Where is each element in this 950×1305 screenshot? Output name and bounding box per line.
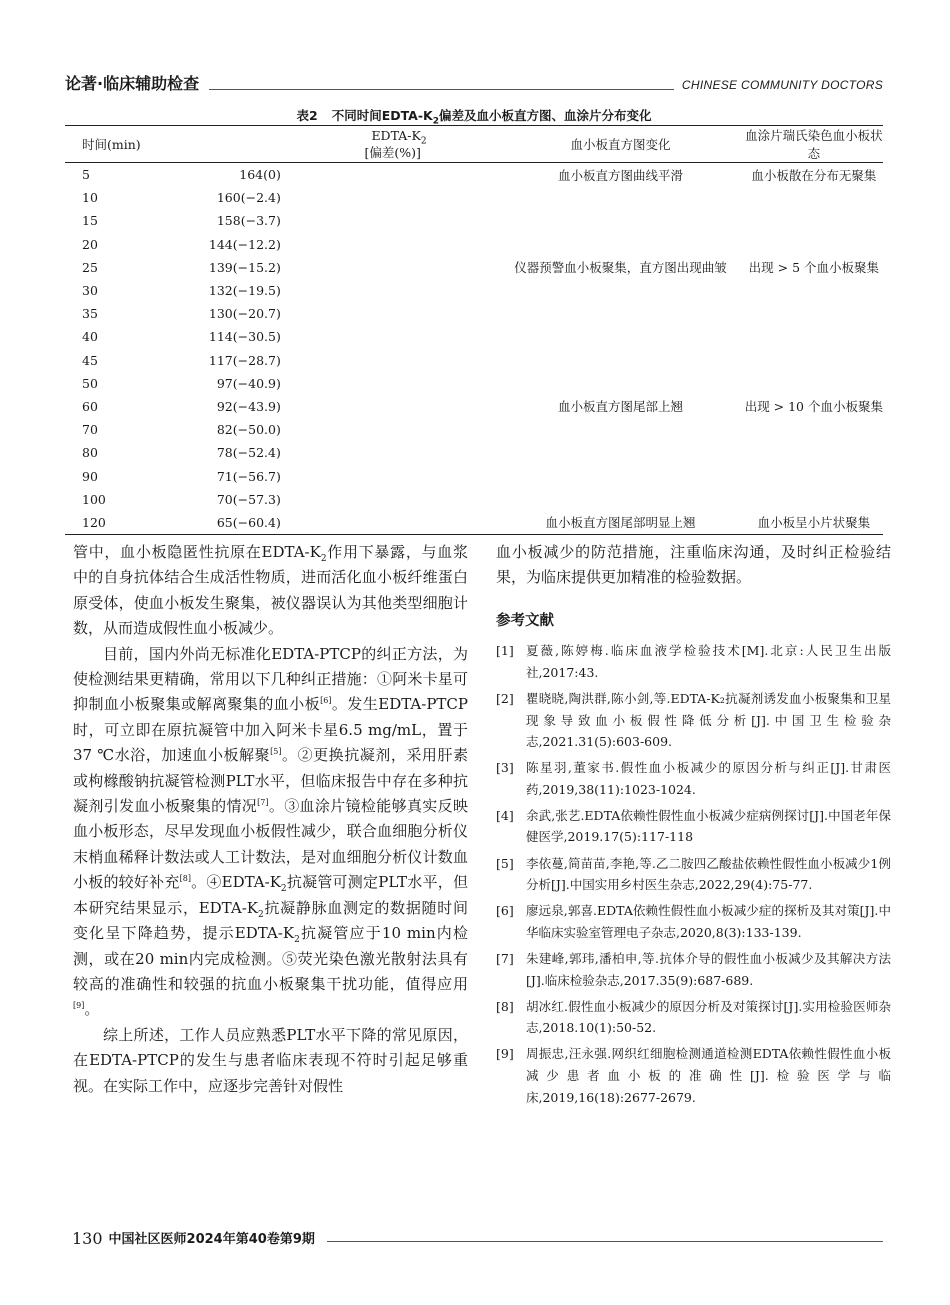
table-row: 25 139(−15.2) 仪器预警血小板聚集，直方图出现曲皱 出现 > 5 个血小板聚集: [65, 256, 883, 279]
section-title: 论著·临床辅助检查: [65, 74, 200, 93]
reference-item: [2] 瞿晓晓,陶洪群,陈小剑,等.EDTA-K₂抗凝剂诱发血小板聚集和卫星现象导致血小板假性降低分析[J].中国卫生检验杂志,2021.31(5):603-609.: [496, 690, 891, 750]
note-smear-120: 血小板呈小片状聚集: [745, 511, 883, 535]
note-smear-60: 出现 > 10 个血小板聚集: [744, 399, 883, 415]
page-footer: [72, 1226, 883, 1248]
table-row: 70 82(−50.0): [82, 422, 281, 438]
paragraph-2: 目前，国内外尚无标准化EDTA-PTCP的纠正方法，为使检测结果更精确，常用以下几种纠正措施：①阿米卡星可抑制血小板聚集或解离聚集的血小板[6]。发生EDTA-PTCP时，可立即在原抗凝管中加入阿米卡星6.5 mg/mL，置于37 ℃水浴，加速血小板解聚[5]。②更换抗凝剂，采用肝素或枸橼酸钠抗凝管检测PLT水平，但临床报告中存在多种抗凝剂引发血小板聚集的情况[7]。③血涂片镜检能够真实反映血小板形态，尽早发现血小板假性减少，联合血细胞分析仪末梢血稀释计数法或人工计数法，是对血细胞分析仪计数血小板的较好补充[8]。④EDTA-$K_2$抗凝管可测定PLT水平，但本研究结果显示，EDTA-$K_2$抗凝静脉血测定的数据随时间变化呈下降趋势，提示EDTA-$K_2$抗凝管应于10 min内检测，或在20 min内完成检测。⑤荧光染色激光散射法具有较高的准确性和较强的抗血小板聚集干扰功能，值得应用[9]。: [73, 644, 468, 1019]
table-row: 10 160(−2.4): [82, 190, 281, 206]
header-deviation: EDTA-$K_2$[偏差(%)]: [181, 126, 496, 163]
table-title-post: 偏差及血小板直方图、血涂片分布变化: [438, 108, 652, 123]
table-row: 60 92(−43.9) 血小板直方图尾部上翘 出现 > 10 个血小板聚集: [65, 395, 883, 418]
reference-item: [6] 廖远泉,郭喜.EDTA依赖性假性血小板减少症的探析及其对策[J].中华临床实验室管理电子杂志,2020,8(3):133-139.: [496, 903, 891, 940]
table-row: 5 164(0) 血小板直方图曲线平滑 血小板散在分布无聚集: [65, 163, 883, 187]
table-row: 30 132(−19.5): [82, 283, 281, 299]
note-hist-5: 血小板直方图曲线平滑: [557, 167, 683, 183]
table-row: 45 117(−28.7): [82, 352, 281, 368]
running-header: [65, 70, 883, 96]
header-rule: [209, 89, 674, 90]
header-histogram: 血小板直方图变化: [496, 126, 744, 163]
page-number: 130: [72, 1229, 103, 1248]
note-smear-5: 血小板散在分布无聚集: [751, 167, 877, 183]
note-hist-25: 仪器预警血小板聚集，直方图出现曲皱: [514, 260, 727, 276]
left-column: [73, 540, 468, 1099]
table-caption: [65, 106, 883, 127]
table-header-row: [65, 126, 883, 163]
header-smear: 血涂片瑞氏染色血小板状态: [745, 126, 883, 163]
platelet-table: [65, 125, 883, 535]
paragraph-3: 综上所述，工作人员应熟悉PLT水平下降的常见原因，在EDTA-PTCP的发生与患者临床表现不符时引起足够重视。在实际工作中，应逐步完善针对假性: [73, 1025, 468, 1095]
reference-item: [7] 朱建峰,郭玮,潘柏申,等.抗体介导的假性血小板减少及其解决方法[J].临床检验杂志,2017.35(9):687-689.: [496, 950, 891, 988]
table-row: 50 97(−40.9): [82, 375, 281, 391]
note-smear-25: 出现 > 5 个血小板聚集: [748, 260, 880, 276]
table-row: 90 71(−56.7): [82, 468, 281, 484]
reference-item: [8] 胡冰红.假性血小板减少的原因分析及对策探讨[J].实用检验医师杂志,2018.10(1):50-52.: [496, 998, 891, 1036]
footer-rule: [327, 1241, 883, 1242]
table-row: 20 144(−12.2): [82, 236, 281, 252]
table-title-pre: 不同时间EDTA-K: [331, 108, 433, 123]
table-row: 120 65(−60.4) 血小板直方图尾部明显上翘 血小板呈小片状聚集: [65, 511, 883, 535]
right-column: [496, 540, 891, 1113]
journal-name-en: CHINESE COMMUNITY DOCTORS: [681, 78, 883, 92]
table-row: 40 114(−30.5): [82, 329, 281, 345]
reference-item: [3] 陈星羽,董家书.假性血小板减少的原因分析与纠正[J].甘肃医药,2019,38(11):1023-1024.: [496, 760, 891, 797]
note-hist-120: 血小板直方图尾部明显上翘: [496, 511, 744, 535]
reference-item: [1] 夏薇,陈婷梅.临床血液学检验技术[M].北京:人民卫生出版社,2017:43.: [496, 643, 891, 680]
references-heading: 参考文献: [496, 612, 554, 629]
table-row: 35 130(−20.7): [82, 306, 281, 322]
table-number: 表2: [296, 108, 318, 123]
reference-item: [4] 余武,张艺.EDTA依赖性假性血小板减少症病例探讨[J].中国老年保健医学,2019.17(5):117-118: [496, 807, 891, 845]
table-row: 80 78(−52.4): [82, 445, 281, 461]
header-time: 时间(min): [65, 126, 181, 163]
note-hist-60: 血小板直方图尾部上翘: [557, 399, 683, 415]
table-row: 15 158(−3.7): [82, 213, 281, 229]
paragraph-1: 管中，血小板隐匿性抗原在EDTA-$K_2$作用下暴露，与血浆中的自身抗体结合生成活性物质，进而活化血小板纤维蛋白原受体，使血小板发生聚集，被仪器误认为其他类型细胞计数，从而造成假性血小板减少。: [73, 543, 468, 638]
reference-item: [5] 李依蔓,简苗苗,李艳,等.乙二胺四乙酸盐依赖性假性血小板减少1例分析[J].中国实用乡村医生杂志,2022,29(4):75-77.: [496, 855, 891, 893]
journal-issue: 中国社区医师2024年第40卷第9期: [108, 1232, 315, 1247]
paragraph-continued: 血小板减少的防范措施，注重临床沟通，及时纠正检验结果，为临床提供更加精准的检验数据。: [496, 543, 891, 587]
reference-item: [9] 周振忠,汪永强.网织红细胞检测通道检测EDTA依赖性假性血小板减少患者血小板的准确性[J].检验医学与临床,2019,16(18):2677-2679.: [496, 1046, 891, 1105]
table-row: 100 70(−57.3): [82, 491, 281, 507]
table-title-sub: 2: [432, 116, 439, 127]
